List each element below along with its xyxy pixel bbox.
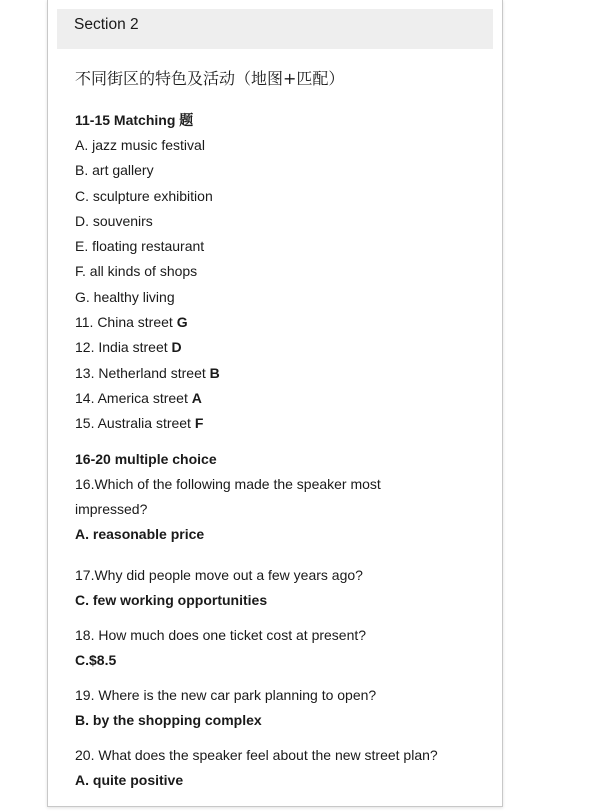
matching-item-label: 14. America street [75,389,192,406]
question-19-text: 19. Where is the new car park planning to open? [75,686,377,703]
matching-item [75,310,495,335]
document-page [47,0,503,807]
question-18-answer: C.$8.5 [75,651,117,668]
question-19-answer: B. by the shopping complex [75,711,262,728]
matching-item [75,386,495,411]
matching-item-answer: G [176,314,188,331]
question-16-text-cont: impressed? [75,500,148,517]
matching-item [75,335,495,360]
section-title: Section 2 [74,16,139,33]
matching-title: 11-15 Matching 题 [75,112,194,128]
matching-option: E. floating restaurant [75,238,205,255]
matching-item-answer: D [171,339,182,356]
matching-option: D. souvenirs [75,212,153,229]
matching-option: G. healthy living [75,288,175,305]
document-content [75,66,495,793]
matching-item [75,411,495,436]
matching-item-label: 13. Netherland street [75,364,210,381]
matching-item-answer: F [194,415,204,432]
question-16-answer: A. reasonable price [75,525,205,542]
question-17-answer: C. few working opportunities [75,591,268,608]
matching-option: B. art gallery [75,162,154,179]
matching-item-answer: A [191,389,202,406]
matching-item-answer: B [209,364,220,381]
question-16-text: 16.Which of the following made the speaker most [75,475,381,492]
matching-option: A. jazz music festival [75,137,205,153]
question-20-text: 20. What does the speaker feel about the new street plan? [75,746,438,763]
matching-item [75,361,495,386]
question-20-answer: A. quite positive [75,771,184,788]
question-17-text: 17.Why did people move out a few years ago? [75,566,363,583]
matching-item-label: 11. China street [75,314,177,331]
matching-item-label: 12. India street [75,339,172,356]
page-subtitle: 不同街区的特色及活动（地图+匹配） [75,69,345,88]
matching-option: C. sculpture exhibition [75,187,213,204]
matching-option: F. all kinds of shops [75,263,198,280]
matching-item-label: 15. Australia street [75,415,195,432]
multiple-choice-title: 16-20 multiple choice [75,450,217,467]
section-header [57,9,493,49]
question-18-text: 18. How much does one ticket cost at present? [75,626,367,643]
